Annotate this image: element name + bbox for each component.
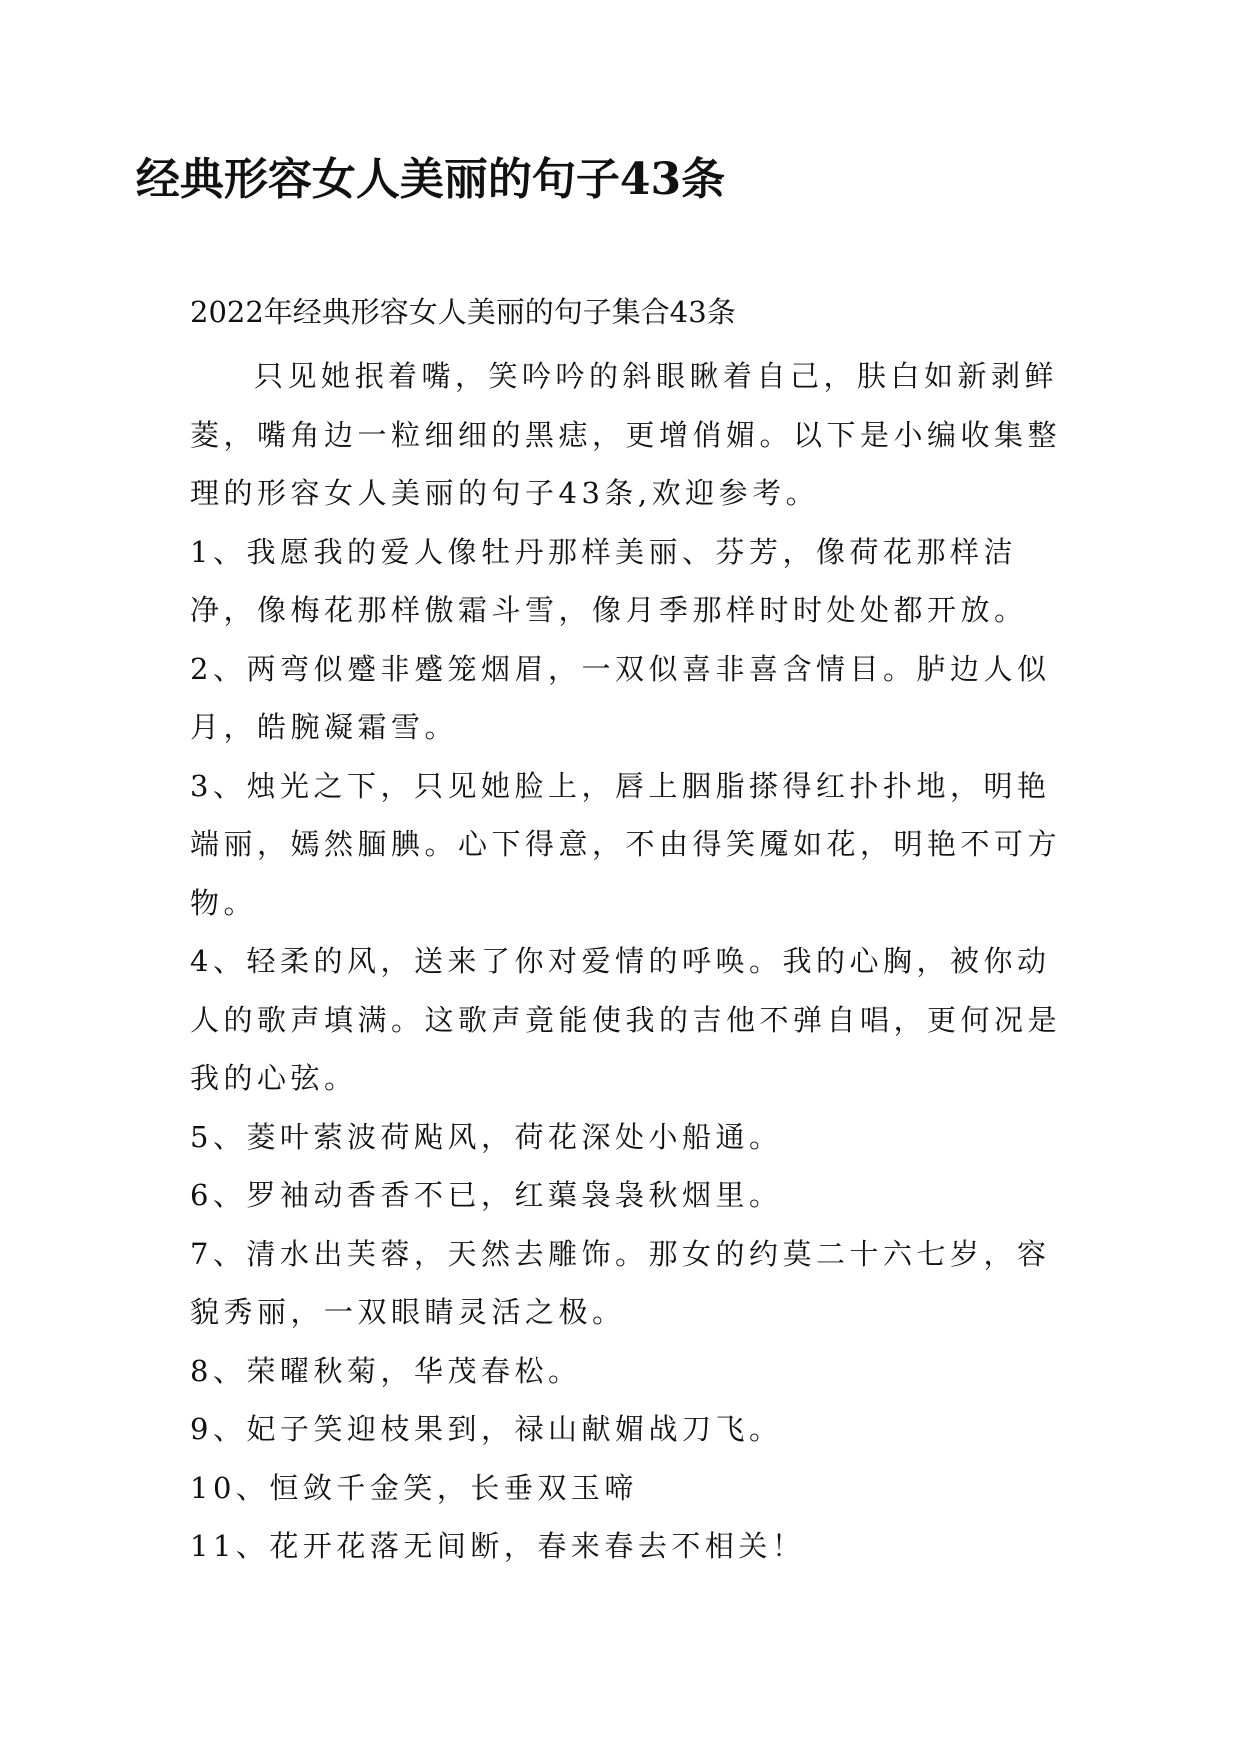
document-title: 经典形容女人美丽的句子43条 xyxy=(135,154,726,205)
list-item: 4、轻柔的风，送来了你对爱情的呼唤。我的心胸，被你动人的歌声填满。这歌声竟能使我的吉他不弹自唱，更何况是我的心弦。 xyxy=(190,944,1062,1095)
list-item: 6、罗袖动香香不已，红蕖袅袅秋烟里。 xyxy=(190,1178,783,1212)
list-item: 5、菱叶萦波荷飐风，荷花深处小船通。 xyxy=(190,1119,783,1154)
list-item: 3、烛光之下，只见她脸上，唇上胭脂搽得红扑扑地，明艳端丽，嫣然腼腆。心下得意，不由得笑魇如花，明艳不可方物。 xyxy=(190,768,1062,920)
list-item: 10、恒敛千金笑，长垂双玉啼 xyxy=(190,1470,638,1505)
document-subtitle: 2022年经典形容女人美丽的句子集合43条 xyxy=(190,295,736,329)
intro-paragraph: 只见她抿着嘴，笑吟吟的斜眼瞅着自己，肤白如新剥鲜菱，嘴角边一粒细细的黑痣，更增俏媚。以下是小编收集整理的形容女人美丽的句子43条,欢迎参考。 xyxy=(190,359,1062,510)
list-item: 11、花开花落无间断，春来春去不相关！ xyxy=(190,1529,806,1563)
list-item: 8、荣曜秋菊，华茂春松。 xyxy=(190,1353,582,1388)
list-item: 9、妃子笑迎枝果到，禄山献媚战刀飞。 xyxy=(190,1412,783,1446)
document-body xyxy=(190,347,1070,1576)
list-item: 7、清水出芙蓉，天然去雕饰。那女的约莫二十六七岁，容貌秀丽，一双眼睛灵活之极。 xyxy=(190,1236,1051,1329)
list-item: 2、两弯似蹙非蹙笼烟眉，一双似喜非喜含情目。胪边人似月，皓腕凝霜雪。 xyxy=(190,651,1051,744)
list-item: 1、我愿我的爱人像牡丹那样美丽、芬芳，像荷花那样洁净，像梅花那样傲霜斗雪，像月季那样时时处处都开放。 xyxy=(190,534,1028,627)
